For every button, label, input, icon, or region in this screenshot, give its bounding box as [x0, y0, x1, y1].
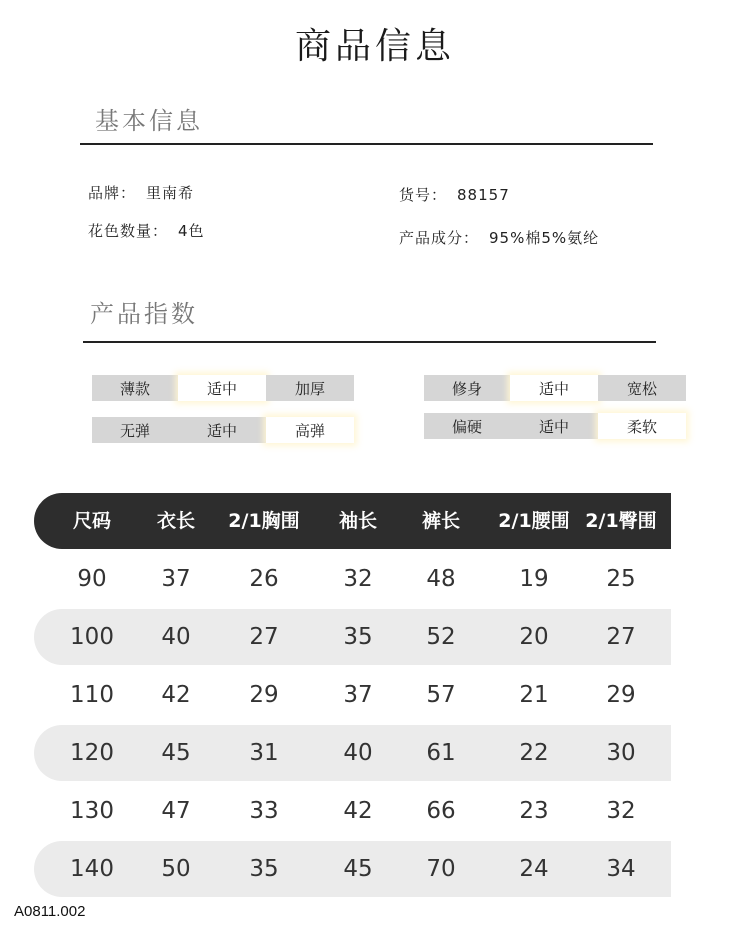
table-cell-waist: 20 — [519, 624, 549, 650]
material-value: 95%棉5%氨纶 — [489, 229, 600, 247]
table-cell-hip: 27 — [606, 624, 636, 650]
index-fit — [424, 375, 686, 401]
table-cell-pants: 52 — [426, 624, 456, 650]
page-title: 商品信息 — [294, 26, 455, 67]
table-cell-length: 45 — [161, 740, 191, 766]
table-cell-pants: 61 — [426, 740, 456, 766]
table-cell-chest: 29 — [249, 682, 279, 708]
table-cell-sleeve: 40 — [343, 740, 373, 766]
brand-value: 里南希 — [146, 184, 195, 202]
table-cell-pants: 66 — [426, 798, 456, 824]
index-softness-option-3: 柔软 — [598, 413, 686, 439]
table-cell-sleeve: 42 — [343, 798, 373, 824]
colors-value: 4色 — [178, 222, 205, 240]
table-cell-sleeve: 35 — [343, 624, 373, 650]
basic-info-heading: 基本信息 — [95, 107, 203, 135]
table-cell-length: 40 — [161, 624, 191, 650]
table-cell-size: 110 — [70, 682, 114, 708]
index-thickness-option-3: 加厚 — [266, 375, 354, 401]
table-cell-chest: 31 — [249, 740, 279, 766]
column-header-chest: 2/1胸围 — [228, 510, 300, 532]
colors-field — [88, 220, 205, 241]
table-cell-chest: 27 — [249, 624, 279, 650]
item-no-value: 88157 — [457, 186, 510, 204]
index-elasticity-option-2: 适中 — [178, 417, 266, 443]
table-cell-chest: 26 — [249, 566, 279, 592]
index-softness-option-1: 偏硬 — [424, 413, 510, 439]
colors-label: 花色数量： — [88, 222, 169, 240]
index-fit-option-2: 适中 — [510, 375, 598, 401]
table-cell-size: 100 — [70, 624, 114, 650]
material-field — [399, 227, 599, 248]
item-no-label: 货号： — [399, 186, 448, 204]
table-cell-hip: 30 — [606, 740, 636, 766]
table-cell-length: 50 — [161, 856, 191, 882]
table-cell-waist: 21 — [519, 682, 549, 708]
table-cell-length: 37 — [161, 566, 191, 592]
table-cell-size: 130 — [70, 798, 114, 824]
index-elasticity — [92, 417, 354, 443]
table-cell-hip: 34 — [606, 856, 636, 882]
index-thickness — [92, 375, 354, 401]
table-cell-size: 120 — [70, 740, 114, 766]
table-cell-length: 47 — [161, 798, 191, 824]
table-cell-hip: 25 — [606, 566, 636, 592]
index-fit-option-1: 修身 — [424, 375, 510, 401]
item-no-field — [399, 184, 510, 205]
table-cell-hip: 32 — [606, 798, 636, 824]
brand-field — [88, 182, 194, 203]
table-cell-sleeve: 45 — [343, 856, 373, 882]
table-cell-size: 90 — [77, 566, 107, 592]
table-cell-waist: 19 — [519, 566, 549, 592]
basic-info-divider — [80, 143, 653, 145]
table-cell-chest: 33 — [249, 798, 279, 824]
product-index-divider — [83, 341, 656, 343]
table-cell-pants: 48 — [426, 566, 456, 592]
table-cell-hip: 29 — [606, 682, 636, 708]
table-cell-chest: 35 — [249, 856, 279, 882]
table-cell-waist: 24 — [519, 856, 549, 882]
column-header-hip: 2/1臀围 — [585, 510, 657, 532]
column-header-size: 尺码 — [72, 510, 112, 532]
table-cell-pants: 70 — [426, 856, 456, 882]
table-cell-sleeve: 32 — [343, 566, 373, 592]
column-header-length: 衣长 — [156, 510, 196, 532]
material-label: 产品成分： — [399, 229, 480, 247]
index-elasticity-option-1: 无弹 — [92, 417, 178, 443]
brand-label: 品牌： — [88, 184, 137, 202]
table-cell-waist: 23 — [519, 798, 549, 824]
index-elasticity-option-3: 高弹 — [266, 417, 354, 443]
product-code: A0811.002 — [14, 903, 86, 920]
index-fit-option-3: 宽松 — [598, 375, 686, 401]
index-softness — [424, 413, 686, 439]
column-header-waist: 2/1腰围 — [498, 510, 570, 532]
table-cell-pants: 57 — [426, 682, 456, 708]
index-softness-option-2: 适中 — [510, 413, 598, 439]
index-thickness-option-2: 适中 — [178, 375, 266, 401]
column-header-pants: 裤长 — [421, 510, 461, 532]
table-cell-waist: 22 — [519, 740, 549, 766]
table-cell-length: 42 — [161, 682, 191, 708]
table-cell-size: 140 — [70, 856, 114, 882]
table-cell-sleeve: 37 — [343, 682, 373, 708]
index-thickness-option-1: 薄款 — [92, 375, 178, 401]
column-header-sleeve: 袖长 — [338, 510, 378, 532]
product-index-heading: 产品指数 — [90, 300, 198, 328]
